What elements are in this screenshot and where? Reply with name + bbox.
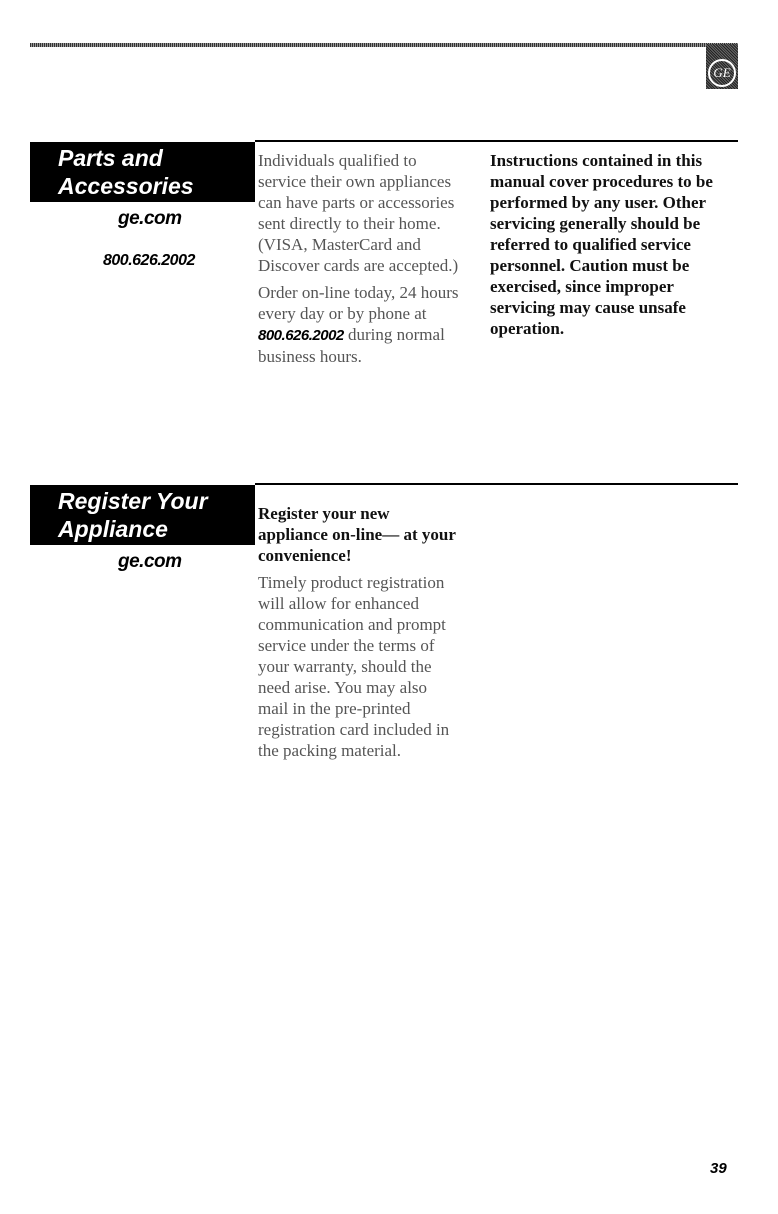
section-heading-register (30, 485, 255, 545)
heading-line: Appliance (58, 516, 168, 542)
inline-phone: 800.626.2002 (258, 327, 344, 344)
parts-body (258, 150, 468, 373)
heading-line: Register Your (58, 488, 208, 514)
paragraph (258, 282, 468, 367)
ge-logo-mark: GE (708, 59, 736, 87)
page-number: 39 (710, 1160, 727, 1177)
subhead: Register your new appliance on-line— at your convenience! (258, 504, 456, 565)
servicing-note: Instructions contained in this manual cover procedures to be performed by any user. Other servicing generally should be referred to qualified service personnel. Caution must be exercised, since improper servicing may cause unsafe operation. (490, 151, 713, 338)
top-rule (30, 43, 738, 47)
ge-logo (706, 44, 738, 89)
parts-website-link[interactable]: ge.com (118, 208, 182, 229)
text: during normal business hours. (258, 325, 445, 366)
heading-line: Accessories (58, 173, 194, 199)
section-rule (255, 483, 738, 485)
parts-phone: 800.626.2002 (103, 252, 195, 269)
register-website-link[interactable]: ge.com (118, 551, 182, 572)
text: Order on-line today, 24 hours every day or by phone at (258, 283, 459, 323)
heading-line: Parts and (58, 145, 163, 171)
register-body (258, 503, 458, 767)
paragraph: Timely product registration will allow for enhanced communication and prompt service under the terms of your warranty, should the need arise. You may also mail in the pre-printed registration card included in the packing material. (258, 573, 450, 760)
section-rule (255, 140, 738, 142)
paragraph: Individuals qualified to service their own appliances can have parts or accessories sent directly to their home. (VISA, MasterCard and Discover cards are accepted.) (258, 151, 459, 275)
section-heading-parts (30, 142, 255, 202)
